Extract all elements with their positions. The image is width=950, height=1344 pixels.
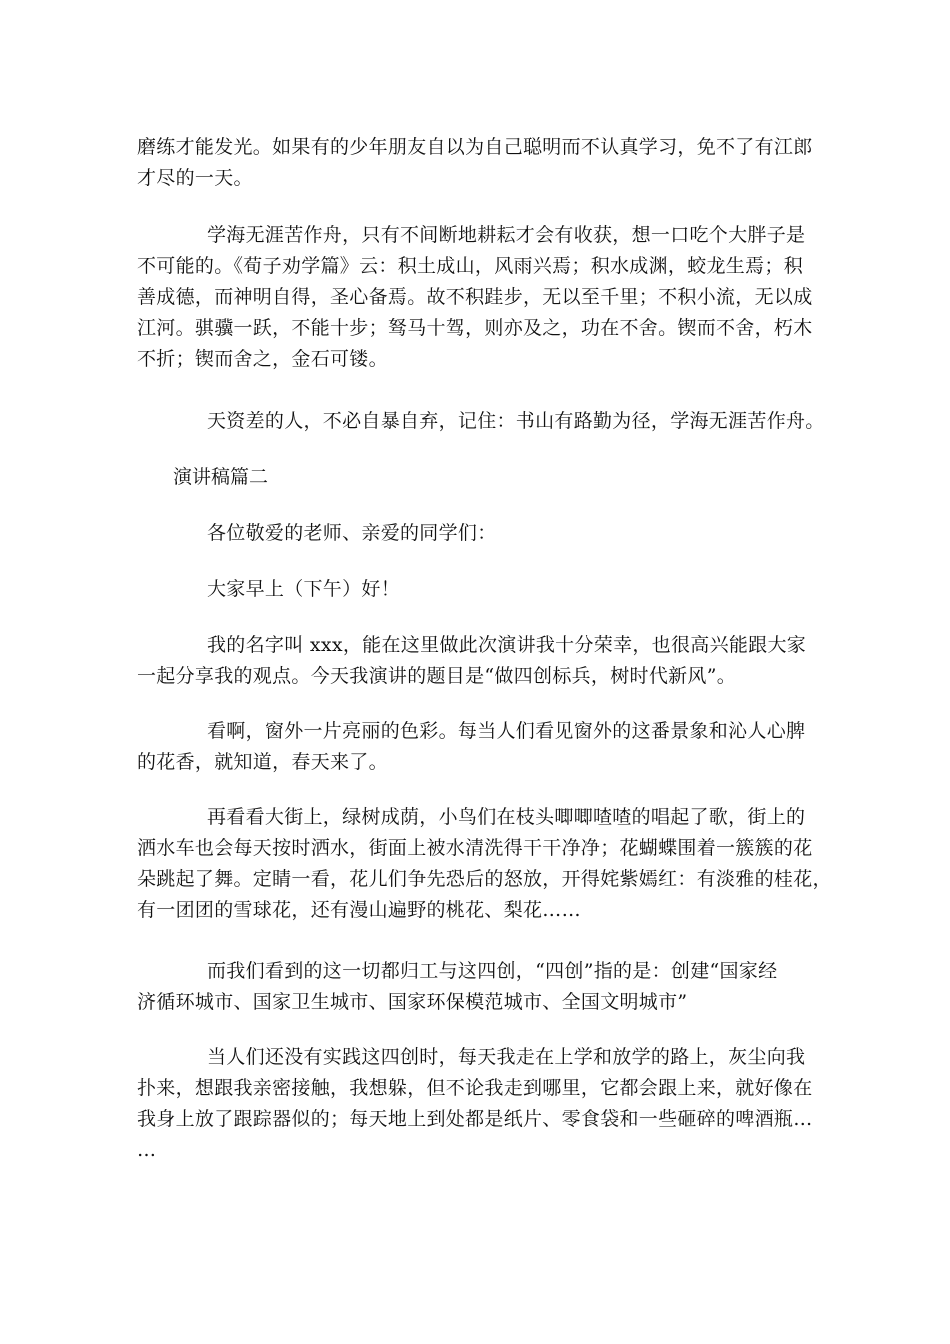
paragraph-2 bbox=[137, 220, 827, 375]
text-line: 大家早上（下午）好！ bbox=[207, 578, 401, 600]
text-line: 江河。骐骥一跃，不能十步；驽马十驾，则亦及之，功在不舍。锲而不舍，朽木 bbox=[137, 317, 813, 339]
speech-paragraph-before bbox=[137, 1042, 827, 1166]
speech-paragraph-four-creations bbox=[137, 956, 827, 1018]
text-line: … bbox=[137, 1139, 157, 1161]
speech-paragraph-spring bbox=[137, 716, 827, 778]
text-line: 而我们看到的这一切都归工与这四创，“四创”指的是：创建“国家经 bbox=[207, 960, 778, 982]
paragraph-3 bbox=[137, 406, 827, 437]
text-line: 扑来，想跟我亲密接触，我想躲，但不论我走到哪里，它都会跟上来，就好像在 bbox=[137, 1077, 813, 1099]
speech-paragraph-street bbox=[137, 802, 832, 926]
text-line: 我的名字叫 xxx，能在这里做此次演讲我十分荣幸，也很高兴能跟大家 bbox=[207, 634, 807, 656]
text-line: 的花香，就知道，春天来了。 bbox=[137, 751, 388, 773]
text-line: 看啊，窗外一片亮丽的色彩。每当人们看见窗外的这番景象和沁人心脾 bbox=[207, 720, 806, 742]
speech-salutation bbox=[137, 574, 827, 605]
text-line: 再看看大街上，绿树成荫，小鸟们在枝头唧唧喳喳的唱起了歌，街上的 bbox=[207, 806, 806, 828]
speech-greeting bbox=[137, 518, 827, 549]
text-line: 一起分享我的观点。今天我演讲的题目是“做四创标兵，树时代新风”。 bbox=[137, 665, 737, 687]
text-line: 朵跳起了舞。定睛一看，花儿们争先恐后的怒放，开得姹紫嫣红：有淡雅的桂花， bbox=[137, 868, 832, 890]
text-line: 有一团团的雪球花，还有漫山遍野的桃花、梨花…… bbox=[137, 899, 581, 921]
text-line: 各位敬爱的老师、亲爱的同学们： bbox=[207, 522, 497, 544]
text-line: 洒水车也会每天按时洒水，街面上被水清洗得干干净净；花蝴蝶围着一簇簇的花 bbox=[137, 837, 813, 859]
text-line: 不可能的。《荀子劝学篇》云：积土成山，风雨兴焉；积水成渊，蛟龙生焉；积 bbox=[137, 255, 804, 277]
text-line: 不折；锲而舍之，金石可镂。 bbox=[137, 348, 388, 370]
text-line: 当人们还没有实践这四创时，每天我走在上学和放学的路上，灰尘向我 bbox=[207, 1046, 806, 1068]
text-line: 我身上放了跟踪器似的；每天地上到处都是纸片、零食袋和一些砸碎的啤酒瓶… bbox=[137, 1108, 813, 1130]
text-line: 善成德，而神明自得，圣心备焉。故不积跬步，无以至千里；不积小流，无以成 bbox=[137, 286, 813, 308]
text-line: 学海无涯苦作舟，只有不间断地耕耘才会有收获，想一口吃个大胖子是 bbox=[207, 224, 806, 246]
paragraph-1 bbox=[137, 132, 827, 194]
text-line: 磨练才能发光。如果有的少年朋友自以为自己聪明而不认真学习，免不了有江郎 bbox=[137, 136, 813, 158]
speech-paragraph-intro bbox=[137, 630, 827, 692]
text-line: 天资差的人，不必自暴自弃，记住：书山有路勤为径，学海无涯苦作舟。 bbox=[207, 410, 825, 432]
section-heading: 演讲稿篇二 bbox=[173, 466, 269, 488]
text-line: 才尽的一天。 bbox=[137, 167, 253, 189]
text-line: 济循环城市、国家卫生城市、国家环保模范城市、全国文明城市” bbox=[137, 991, 688, 1013]
